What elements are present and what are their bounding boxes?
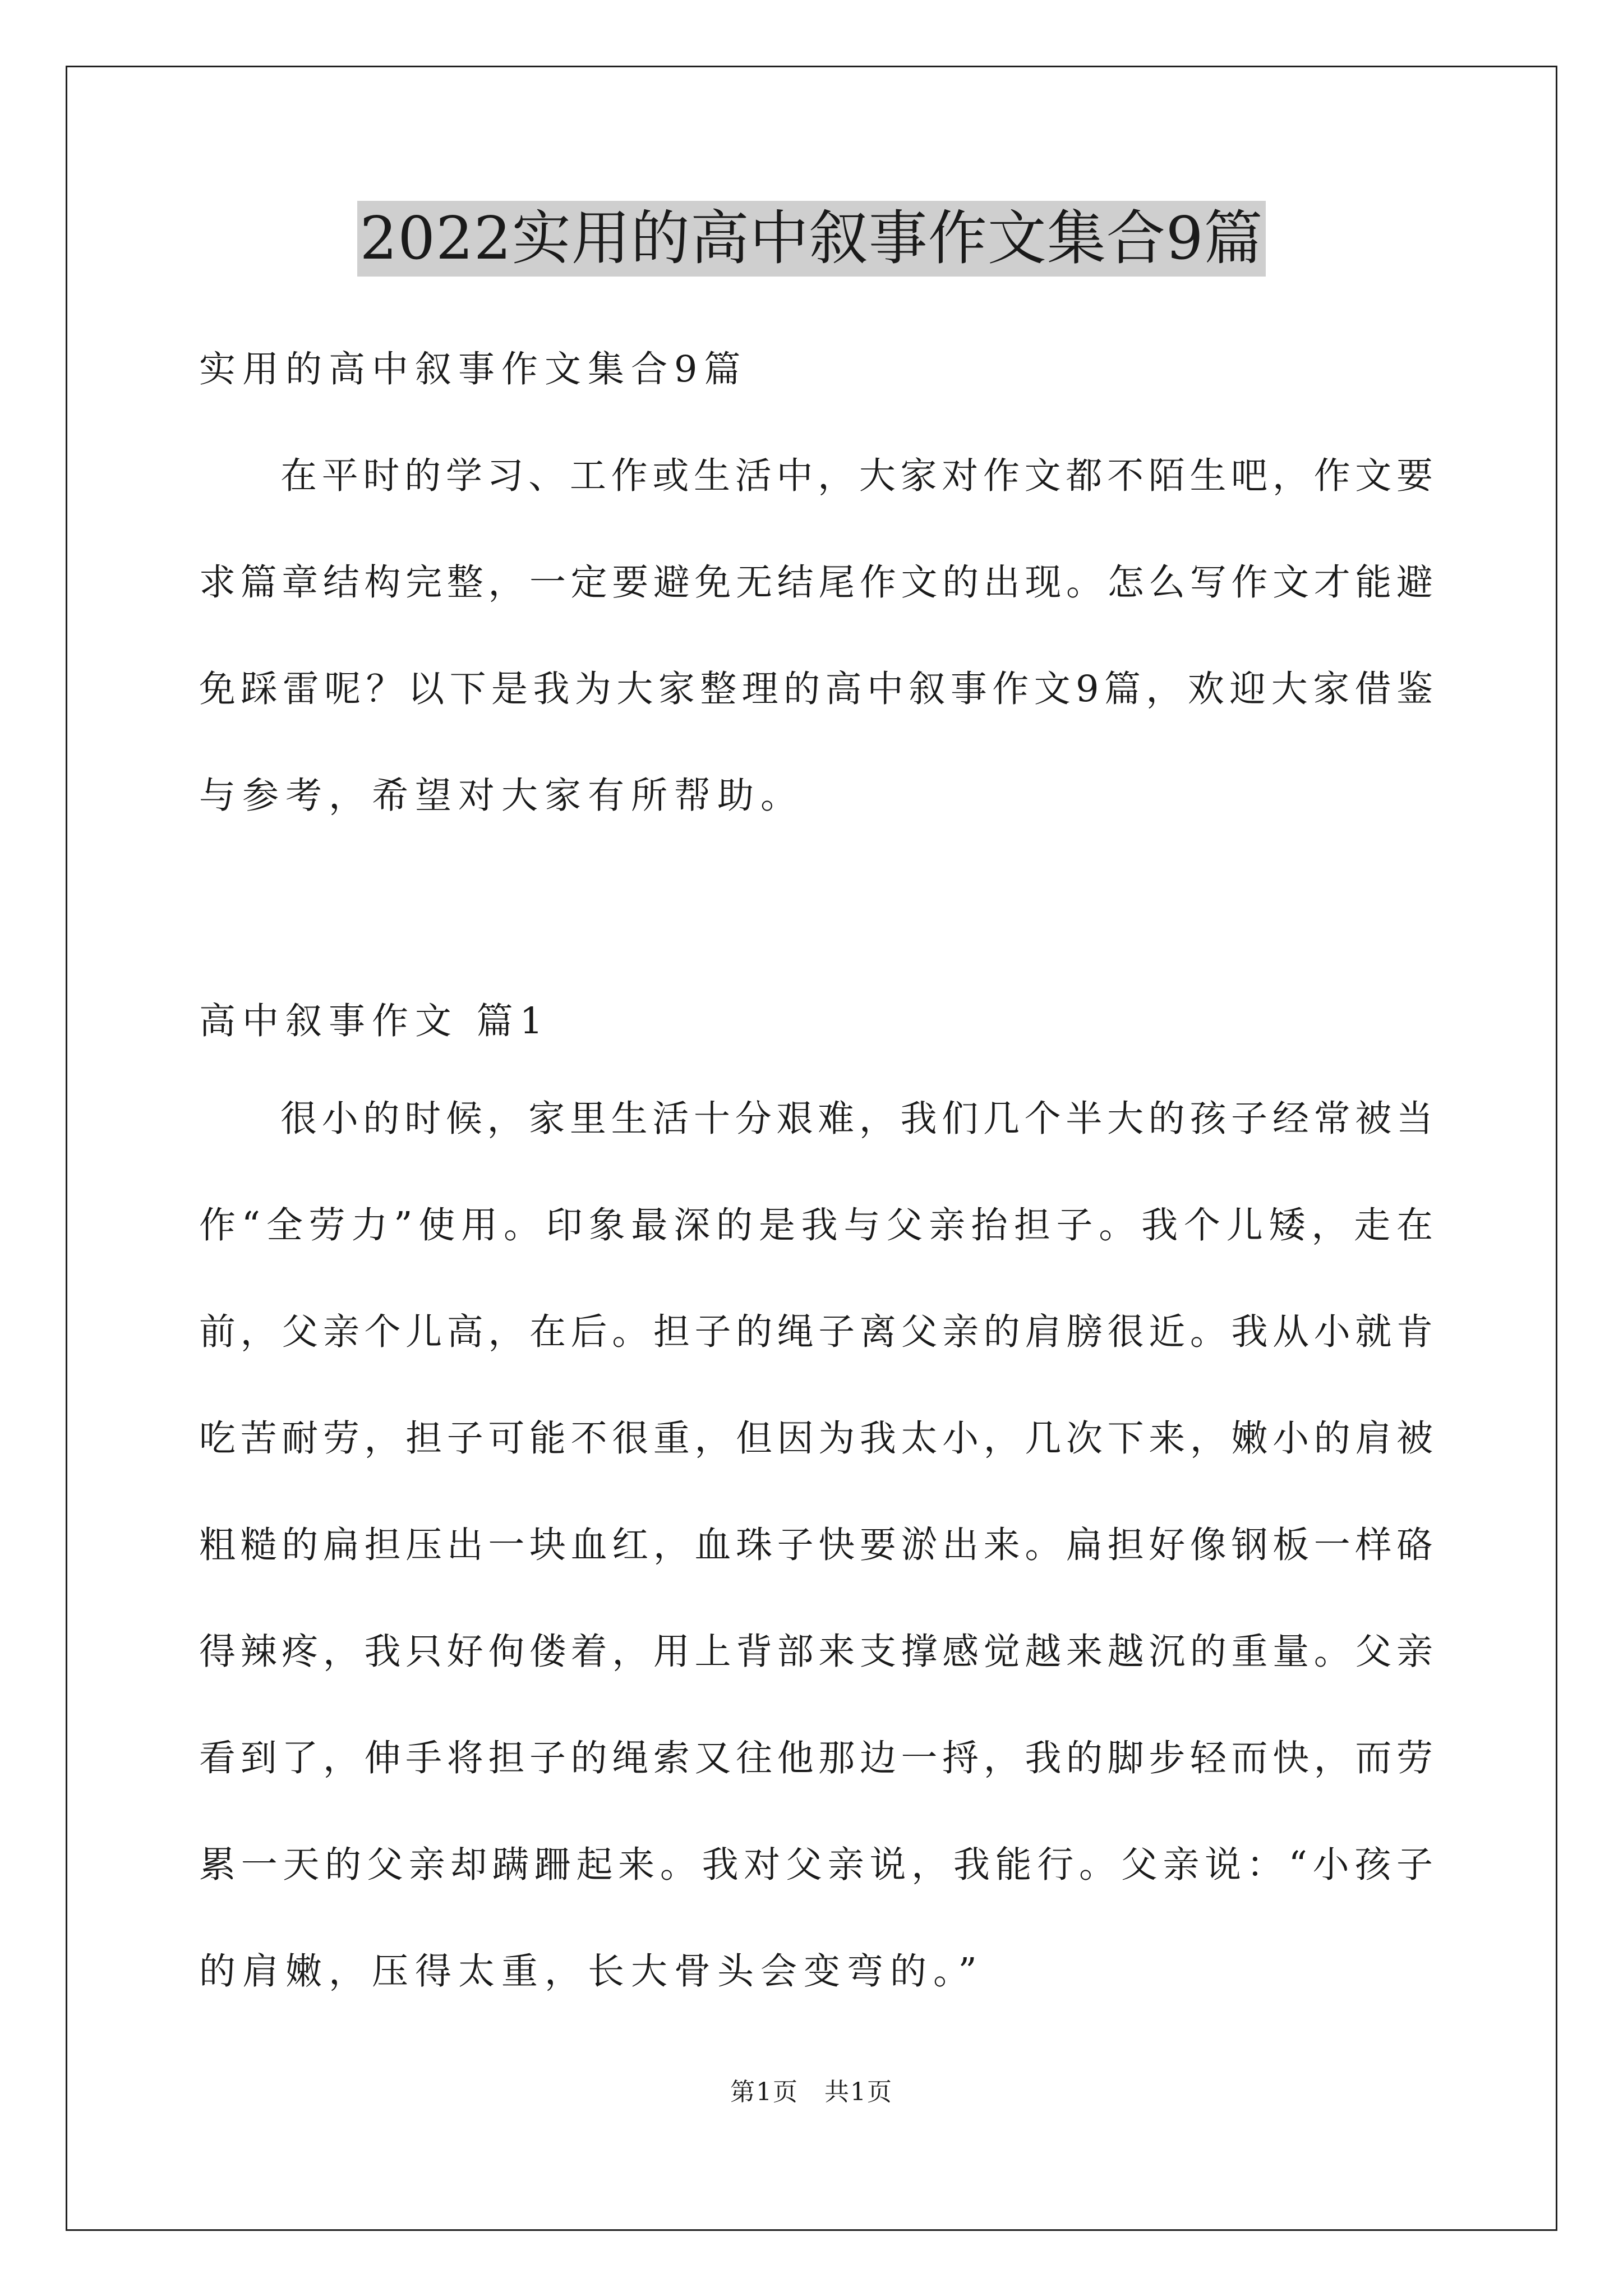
document-subtitle: 实用的高中叙事作文集合9篇 xyxy=(199,348,748,390)
body-line: 得辣疼，我只好佝偻着，用上背部来支撑感觉越来越沉的重量。父亲 xyxy=(199,1631,1433,1673)
intro-line: 在平时的学习、工作或生活中，大家对作文都不陌生吧，作文要 xyxy=(280,455,1433,497)
body-line: 粗糙的扁担压出一块血红，血珠子快要淤出来。扁担好像钢板一样硌 xyxy=(199,1524,1433,1566)
body-line: 的肩嫩，压得太重，长大骨头会变弯的。” xyxy=(199,1950,984,1993)
body-line: 作“全劳力”使用。印象最深的是我与父亲抬担子。我个儿矮，走在 xyxy=(199,1204,1433,1246)
body-line: 吃苦耐劳，担子可能不很重，但因为我太小，几次下来，嫩小的肩被 xyxy=(199,1418,1433,1460)
body-line: 看到了，伸手将担子的绳索又往他那边一捋，我的脚步轻而快，而劳 xyxy=(199,1737,1433,1779)
intro-line: 与参考，希望对大家有所帮助。 xyxy=(199,775,804,817)
body-line: 很小的时候，家里生活十分艰难，我们几个半大的孩子经常被当 xyxy=(280,1098,1433,1140)
page-footer: 第1页 共1页 xyxy=(730,2078,893,2106)
body-line: 累一天的父亲却蹒跚起来。我对父亲说，我能行。父亲说：“小孩子 xyxy=(199,1844,1433,1886)
intro-line: 免踩雷呢？以下是我为大家整理的高中叙事作文9篇，欢迎大家借鉴 xyxy=(199,668,1433,710)
document-title: 2022实用的高中叙事作文集合9篇 xyxy=(357,201,1265,277)
section-heading: 高中叙事作文 篇1 xyxy=(199,1000,550,1042)
intro-line: 求篇章结构完整，一定要避免无结尾作文的出现。怎么写作文才能避 xyxy=(199,562,1433,604)
body-line: 前，父亲个儿高，在后。担子的绳子离父亲的肩膀很近。我从小就肯 xyxy=(199,1311,1433,1353)
title-row xyxy=(0,201,1623,277)
